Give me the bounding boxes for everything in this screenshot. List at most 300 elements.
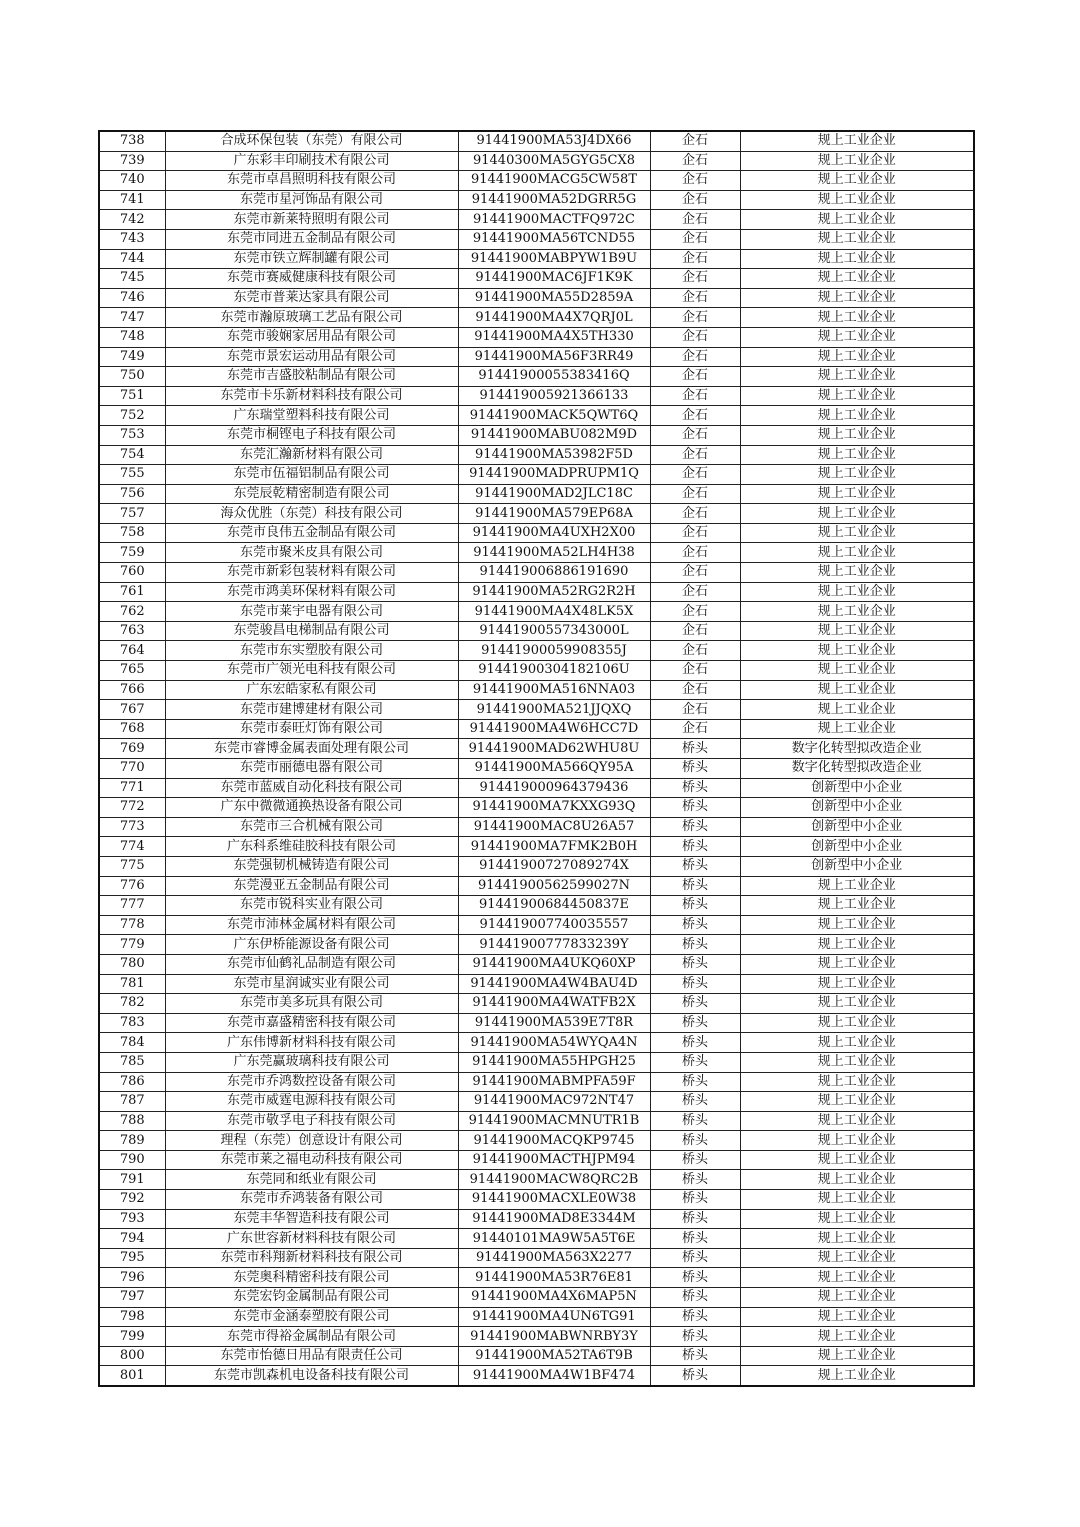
town-cell: 企石 (650, 151, 740, 171)
credit-code-cell: 91441900MAD62WHU8U (458, 739, 650, 759)
enterprise-type-cell: 规上工业企业 (740, 308, 974, 328)
company-name-cell: 广东莞赢玻璃科技有限公司 (165, 1052, 458, 1072)
enterprise-type-cell: 规上工业企业 (740, 229, 974, 249)
credit-code-cell: 91441900MABMPFA59F (458, 1072, 650, 1092)
credit-code-cell: 914419005921366133 (458, 386, 650, 406)
row-number-cell: 756 (99, 484, 165, 504)
credit-code-cell: 91441900MAC972NT47 (458, 1092, 650, 1112)
row-number-cell: 793 (99, 1209, 165, 1229)
town-cell: 桥头 (650, 1346, 740, 1366)
enterprise-type-cell: 规上工业企业 (740, 249, 974, 269)
row-number-cell: 799 (99, 1327, 165, 1347)
table-row (99, 425, 974, 445)
company-name-cell: 东莞市同进五金制品有限公司 (165, 229, 458, 249)
enterprise-type-cell: 规上工业企业 (740, 465, 974, 485)
credit-code-cell: 91441900MABWNRBY3Y (458, 1327, 650, 1347)
town-cell: 企石 (650, 661, 740, 681)
row-number-cell: 774 (99, 837, 165, 857)
row-number-cell: 751 (99, 386, 165, 406)
row-number-cell: 787 (99, 1092, 165, 1112)
row-number-cell: 776 (99, 876, 165, 896)
enterprise-type-cell: 规上工业企业 (740, 582, 974, 602)
row-number-cell: 767 (99, 700, 165, 720)
table-row (99, 700, 974, 720)
credit-code-cell: 91441900562599027N (458, 876, 650, 896)
enterprise-type-cell: 规上工业企业 (740, 1033, 974, 1053)
enterprise-type-cell: 规上工业企业 (740, 719, 974, 739)
enterprise-type-cell: 创新型中小企业 (740, 817, 974, 837)
row-number-cell: 742 (99, 210, 165, 230)
row-number-cell: 765 (99, 661, 165, 681)
enterprise-type-cell: 规上工业企业 (740, 1092, 974, 1112)
table-row (99, 856, 974, 876)
enterprise-type-cell: 规上工业企业 (740, 406, 974, 426)
credit-code-cell: 91441900MA4X6MAP5N (458, 1288, 650, 1308)
credit-code-cell: 914419006886191690 (458, 563, 650, 583)
enterprise-type-cell: 规上工业企业 (740, 974, 974, 994)
company-name-cell: 东莞市卓昌照明科技有限公司 (165, 171, 458, 191)
row-number-cell: 753 (99, 425, 165, 445)
row-number-cell: 800 (99, 1346, 165, 1366)
table-row (99, 1052, 974, 1072)
table-row (99, 347, 974, 367)
town-cell: 桥头 (650, 1190, 740, 1210)
table-row (99, 210, 974, 230)
credit-code-cell: 91441900MA566QY95A (458, 759, 650, 779)
company-name-cell: 东莞市广领光电科技有限公司 (165, 661, 458, 681)
table-row (99, 249, 974, 269)
enterprise-type-cell: 规上工业企业 (740, 1268, 974, 1288)
table-row (99, 1268, 974, 1288)
enterprise-type-cell: 规上工业企业 (740, 680, 974, 700)
credit-code-cell: 91441900MA539E7T8R (458, 1013, 650, 1033)
table-row (99, 1190, 974, 1210)
enterprise-type-cell: 规上工业企业 (740, 994, 974, 1014)
company-name-cell: 东莞市泰旺灯饰有限公司 (165, 719, 458, 739)
town-cell: 企石 (650, 229, 740, 249)
company-name-cell: 东莞市美多玩具有限公司 (165, 994, 458, 1014)
credit-code-cell: 91441900MAD8E3344M (458, 1209, 650, 1229)
company-name-cell: 东莞市鸿美环保材料有限公司 (165, 582, 458, 602)
town-cell: 桥头 (650, 915, 740, 935)
credit-code-cell: 91441900MA52LH4H38 (458, 543, 650, 563)
table-body (99, 131, 974, 1386)
enterprise-type-cell: 规上工业企业 (740, 151, 974, 171)
table-row (99, 1346, 974, 1366)
table-row (99, 269, 974, 289)
row-number-cell: 794 (99, 1229, 165, 1249)
company-name-cell: 东莞市赛威健康科技有限公司 (165, 269, 458, 289)
credit-code-cell: 914419000964379436 (458, 778, 650, 798)
row-number-cell: 778 (99, 915, 165, 935)
enterprise-type-cell: 规上工业企业 (740, 367, 974, 387)
town-cell: 企石 (650, 131, 740, 151)
table-row (99, 445, 974, 465)
enterprise-type-cell: 规上工业企业 (740, 171, 974, 191)
credit-code-cell: 91441900MA7FMK2B0H (458, 837, 650, 857)
company-name-cell: 东莞骏昌电梯制品有限公司 (165, 621, 458, 641)
enterprise-type-cell: 规上工业企业 (740, 1150, 974, 1170)
credit-code-cell: 91441900MA56TCND55 (458, 229, 650, 249)
enterprise-type-cell: 规上工业企业 (740, 210, 974, 230)
table-row (99, 563, 974, 583)
credit-code-cell: 91441900727089274X (458, 856, 650, 876)
row-number-cell: 759 (99, 543, 165, 563)
credit-code-cell: 91441900059908355J (458, 641, 650, 661)
row-number-cell: 746 (99, 288, 165, 308)
enterprise-type-cell: 规上工业企业 (740, 484, 974, 504)
table-row (99, 837, 974, 857)
town-cell: 桥头 (650, 739, 740, 759)
company-name-cell: 东莞丰华智造科技有限公司 (165, 1209, 458, 1229)
enterprise-type-cell: 规上工业企业 (740, 445, 974, 465)
enterprise-type-cell: 规上工业企业 (740, 386, 974, 406)
credit-code-cell: 91441900684450837E (458, 896, 650, 916)
credit-code-cell: 91441900MACTFQ972C (458, 210, 650, 230)
row-number-cell: 798 (99, 1307, 165, 1327)
company-name-cell: 东莞市金涵泰塑胶有限公司 (165, 1307, 458, 1327)
company-name-cell: 东莞市仙鹤礼品制造有限公司 (165, 954, 458, 974)
enterprise-type-cell: 规上工业企业 (740, 425, 974, 445)
credit-code-cell: 91440300MA5GYG5CX8 (458, 151, 650, 171)
table-row (99, 1092, 974, 1112)
town-cell: 企石 (650, 327, 740, 347)
town-cell: 桥头 (650, 1307, 740, 1327)
company-name-cell: 东莞市景宏运动用品有限公司 (165, 347, 458, 367)
row-number-cell: 801 (99, 1366, 165, 1386)
credit-code-cell: 91441900304182106U (458, 661, 650, 681)
town-cell: 桥头 (650, 1111, 740, 1131)
credit-code-cell: 91441900MACXLE0W38 (458, 1190, 650, 1210)
credit-code-cell: 91441900557343000L (458, 621, 650, 641)
company-name-cell: 东莞市三合机械有限公司 (165, 817, 458, 837)
enterprise-type-cell: 规上工业企业 (740, 1190, 974, 1210)
table-row (99, 1288, 974, 1308)
company-name-cell: 东莞市良伟五金制品有限公司 (165, 523, 458, 543)
company-name-cell: 东莞市新莱特照明有限公司 (165, 210, 458, 230)
town-cell: 桥头 (650, 1131, 740, 1151)
table-row (99, 1072, 974, 1092)
company-name-cell: 东莞市瀚原玻璃工艺品有限公司 (165, 308, 458, 328)
credit-code-cell: 91441900MA516NNA03 (458, 680, 650, 700)
company-name-cell: 东莞市乔鸿数控设备有限公司 (165, 1072, 458, 1092)
town-cell: 企石 (650, 582, 740, 602)
credit-code-cell: 91441900MA4X48LK5X (458, 602, 650, 622)
enterprise-type-cell: 规上工业企业 (740, 1013, 974, 1033)
enterprise-type-cell: 规上工业企业 (740, 1307, 974, 1327)
table-row (99, 131, 974, 151)
table-row (99, 954, 974, 974)
table-row (99, 759, 974, 779)
credit-code-cell: 91441900MA7KXXG93Q (458, 798, 650, 818)
company-name-cell: 东莞市莱宇电器有限公司 (165, 602, 458, 622)
company-name-cell: 东莞市新彩包装材料有限公司 (165, 563, 458, 583)
row-number-cell: 791 (99, 1170, 165, 1190)
town-cell: 桥头 (650, 778, 740, 798)
row-number-cell: 788 (99, 1111, 165, 1131)
table-row (99, 406, 974, 426)
row-number-cell: 782 (99, 994, 165, 1014)
table-row (99, 190, 974, 210)
town-cell: 桥头 (650, 1033, 740, 1053)
enterprise-type-cell: 规上工业企业 (740, 563, 974, 583)
enterprise-type-cell: 规上工业企业 (740, 523, 974, 543)
row-number-cell: 738 (99, 131, 165, 151)
town-cell: 企石 (650, 700, 740, 720)
town-cell: 桥头 (650, 1366, 740, 1386)
company-name-cell: 东莞宏钧金属制品有限公司 (165, 1288, 458, 1308)
enterprise-type-cell: 规上工业企业 (740, 288, 974, 308)
enterprise-list-table (98, 130, 975, 1387)
company-name-cell: 广东世容新材料科技有限公司 (165, 1229, 458, 1249)
town-cell: 企石 (650, 719, 740, 739)
enterprise-type-cell: 规上工业企业 (740, 347, 974, 367)
table-row (99, 465, 974, 485)
row-number-cell: 766 (99, 680, 165, 700)
credit-code-cell: 91441900MACG5CW58T (458, 171, 650, 191)
town-cell: 桥头 (650, 837, 740, 857)
company-name-cell: 海众优胜（东莞）科技有限公司 (165, 504, 458, 524)
table-row (99, 602, 974, 622)
table-row (99, 1248, 974, 1268)
table-row (99, 151, 974, 171)
table-row (99, 386, 974, 406)
town-cell: 桥头 (650, 974, 740, 994)
enterprise-type-cell: 创新型中小企业 (740, 798, 974, 818)
table-row (99, 798, 974, 818)
town-cell: 企石 (650, 504, 740, 524)
table-row (99, 523, 974, 543)
company-name-cell: 东莞市锐科实业有限公司 (165, 896, 458, 916)
town-cell: 桥头 (650, 1248, 740, 1268)
town-cell: 桥头 (650, 954, 740, 974)
row-number-cell: 763 (99, 621, 165, 641)
row-number-cell: 797 (99, 1288, 165, 1308)
credit-code-cell: 91441900MA4UN6TG91 (458, 1307, 650, 1327)
company-name-cell: 东莞同和纸业有限公司 (165, 1170, 458, 1190)
credit-code-cell: 91441900MA55D2859A (458, 288, 650, 308)
table-row (99, 1307, 974, 1327)
table-row (99, 367, 974, 387)
credit-code-cell: 91441900MACW8QRC2B (458, 1170, 650, 1190)
town-cell: 企石 (650, 523, 740, 543)
company-name-cell: 广东科系维硅胶科技有限公司 (165, 837, 458, 857)
company-name-cell: 东莞市普莱达家具有限公司 (165, 288, 458, 308)
row-number-cell: 739 (99, 151, 165, 171)
table-row (99, 935, 974, 955)
credit-code-cell: 91441900MACQKP9745 (458, 1131, 650, 1151)
enterprise-type-cell: 数字化转型拟改造企业 (740, 759, 974, 779)
row-number-cell: 772 (99, 798, 165, 818)
credit-code-cell: 91441900MA4W4BAU4D (458, 974, 650, 994)
row-number-cell: 748 (99, 327, 165, 347)
company-name-cell: 东莞市睿博金属表面处理有限公司 (165, 739, 458, 759)
table-row (99, 229, 974, 249)
town-cell: 桥头 (650, 1150, 740, 1170)
credit-code-cell: 91441900MA52RG2R2H (458, 582, 650, 602)
company-name-cell: 广东中微微通换热设备有限公司 (165, 798, 458, 818)
table-row (99, 621, 974, 641)
company-name-cell: 东莞市得裕金属制品有限公司 (165, 1327, 458, 1347)
town-cell: 桥头 (650, 1288, 740, 1308)
row-number-cell: 764 (99, 641, 165, 661)
credit-code-cell: 91441900MA4X5TH330 (458, 327, 650, 347)
company-name-cell: 东莞市卡乐新材料科技有限公司 (165, 386, 458, 406)
row-number-cell: 780 (99, 954, 165, 974)
enterprise-type-cell: 规上工业企业 (740, 543, 974, 563)
table-row (99, 504, 974, 524)
town-cell: 桥头 (650, 1072, 740, 1092)
enterprise-type-cell: 规上工业企业 (740, 896, 974, 916)
table-row (99, 1131, 974, 1151)
town-cell: 企石 (650, 347, 740, 367)
credit-code-cell: 914419007740035557 (458, 915, 650, 935)
credit-code-cell: 91441900MA4W1BF474 (458, 1366, 650, 1386)
row-number-cell: 741 (99, 190, 165, 210)
credit-code-cell: 91441900MAD2JLC18C (458, 484, 650, 504)
company-name-cell: 广东伊桥能源设备有限公司 (165, 935, 458, 955)
row-number-cell: 752 (99, 406, 165, 426)
town-cell: 桥头 (650, 896, 740, 916)
enterprise-type-cell: 规上工业企业 (740, 876, 974, 896)
row-number-cell: 784 (99, 1033, 165, 1053)
town-cell: 桥头 (650, 1052, 740, 1072)
table-row (99, 915, 974, 935)
town-cell: 桥头 (650, 1170, 740, 1190)
table-row (99, 680, 974, 700)
credit-code-cell: 91441900MAC6JF1K9K (458, 269, 650, 289)
row-number-cell: 779 (99, 935, 165, 955)
town-cell: 企石 (650, 641, 740, 661)
company-name-cell: 东莞市沛林金属材料有限公司 (165, 915, 458, 935)
credit-code-cell: 91441900MA4WATFB2X (458, 994, 650, 1014)
town-cell: 企石 (650, 465, 740, 485)
row-number-cell: 769 (99, 739, 165, 759)
table-row (99, 994, 974, 1014)
enterprise-type-cell: 规上工业企业 (740, 641, 974, 661)
row-number-cell: 790 (99, 1150, 165, 1170)
company-name-cell: 广东彩丰印刷技术有限公司 (165, 151, 458, 171)
enterprise-type-cell: 创新型中小企业 (740, 837, 974, 857)
credit-code-cell: 91441900MACK5QWT6Q (458, 406, 650, 426)
row-number-cell: 740 (99, 171, 165, 191)
table-row (99, 171, 974, 191)
credit-code-cell: 91441900MA4UXH2X00 (458, 523, 650, 543)
row-number-cell: 760 (99, 563, 165, 583)
table-row (99, 719, 974, 739)
credit-code-cell: 91441900777833239Y (458, 935, 650, 955)
table-row (99, 896, 974, 916)
town-cell: 企石 (650, 171, 740, 191)
town-cell: 桥头 (650, 1229, 740, 1249)
company-name-cell: 广东瑞堂塑料科技有限公司 (165, 406, 458, 426)
row-number-cell: 770 (99, 759, 165, 779)
table-row (99, 1170, 974, 1190)
enterprise-type-cell: 规上工业企业 (740, 602, 974, 622)
town-cell: 企石 (650, 386, 740, 406)
enterprise-type-cell: 规上工业企业 (740, 1052, 974, 1072)
table-row (99, 974, 974, 994)
credit-code-cell: 91441900MA4X7QRJ0L (458, 308, 650, 328)
town-cell: 桥头 (650, 1327, 740, 1347)
company-name-cell: 东莞市凯森机电设备科技有限公司 (165, 1366, 458, 1386)
table-row (99, 661, 974, 681)
credit-code-cell: 91441900055383416Q (458, 367, 650, 387)
town-cell: 桥头 (650, 856, 740, 876)
company-name-cell: 东莞市星润诚实业有限公司 (165, 974, 458, 994)
town-cell: 桥头 (650, 817, 740, 837)
row-number-cell: 757 (99, 504, 165, 524)
enterprise-type-cell: 规上工业企业 (740, 621, 974, 641)
credit-code-cell: 91441900MA52TA6T9B (458, 1346, 650, 1366)
town-cell: 桥头 (650, 759, 740, 779)
town-cell: 企石 (650, 563, 740, 583)
table-row (99, 308, 974, 328)
enterprise-type-cell: 创新型中小企业 (740, 856, 974, 876)
company-name-cell: 东莞强韧机械铸造有限公司 (165, 856, 458, 876)
town-cell: 企石 (650, 484, 740, 504)
town-cell: 企石 (650, 190, 740, 210)
company-name-cell: 广东宏皓家私有限公司 (165, 680, 458, 700)
table-row (99, 1150, 974, 1170)
town-cell: 桥头 (650, 935, 740, 955)
company-name-cell: 东莞市星河饰品有限公司 (165, 190, 458, 210)
table-row (99, 1111, 974, 1131)
row-number-cell: 768 (99, 719, 165, 739)
credit-code-cell: 91441900MABPYW1B9U (458, 249, 650, 269)
company-name-cell: 东莞市东实塑胶有限公司 (165, 641, 458, 661)
company-name-cell: 东莞汇瀚新材料有限公司 (165, 445, 458, 465)
company-name-cell: 东莞市伍福铝制品有限公司 (165, 465, 458, 485)
enterprise-type-cell: 规上工业企业 (740, 1072, 974, 1092)
credit-code-cell: 91441900MA53J4DX66 (458, 131, 650, 151)
company-name-cell: 广东伟博新材料科技有限公司 (165, 1033, 458, 1053)
table-row (99, 641, 974, 661)
company-name-cell: 东莞市桐铿电子科技有限公司 (165, 425, 458, 445)
row-number-cell: 761 (99, 582, 165, 602)
row-number-cell: 792 (99, 1190, 165, 1210)
enterprise-type-cell: 创新型中小企业 (740, 778, 974, 798)
town-cell: 企石 (650, 249, 740, 269)
enterprise-type-cell: 规上工业企业 (740, 1327, 974, 1347)
row-number-cell: 743 (99, 229, 165, 249)
table-row (99, 778, 974, 798)
credit-code-cell: 91440101MA9W5A5T6E (458, 1229, 650, 1249)
credit-code-cell: 91441900MA56F3RR49 (458, 347, 650, 367)
company-name-cell: 理程（东莞）创意设计有限公司 (165, 1131, 458, 1151)
row-number-cell: 744 (99, 249, 165, 269)
row-number-cell: 762 (99, 602, 165, 622)
company-name-cell: 东莞漫亚五金制品有限公司 (165, 876, 458, 896)
credit-code-cell: 91441900MA4W6HCC7D (458, 719, 650, 739)
table-row (99, 327, 974, 347)
company-name-cell: 合成环保包装（东莞）有限公司 (165, 131, 458, 151)
table-row (99, 817, 974, 837)
enterprise-type-cell: 规上工业企业 (740, 1366, 974, 1386)
enterprise-type-cell: 规上工业企业 (740, 1248, 974, 1268)
credit-code-cell: 91441900MA579EP68A (458, 504, 650, 524)
row-number-cell: 758 (99, 523, 165, 543)
enterprise-type-cell: 规上工业企业 (740, 190, 974, 210)
town-cell: 企石 (650, 602, 740, 622)
table-row (99, 739, 974, 759)
enterprise-type-cell: 数字化转型拟改造企业 (740, 739, 974, 759)
credit-code-cell: 91441900MA55HPGH25 (458, 1052, 650, 1072)
credit-code-cell: 91441900MA4UKQ60XP (458, 954, 650, 974)
table-row (99, 288, 974, 308)
town-cell: 桥头 (650, 1092, 740, 1112)
table-row (99, 1327, 974, 1347)
